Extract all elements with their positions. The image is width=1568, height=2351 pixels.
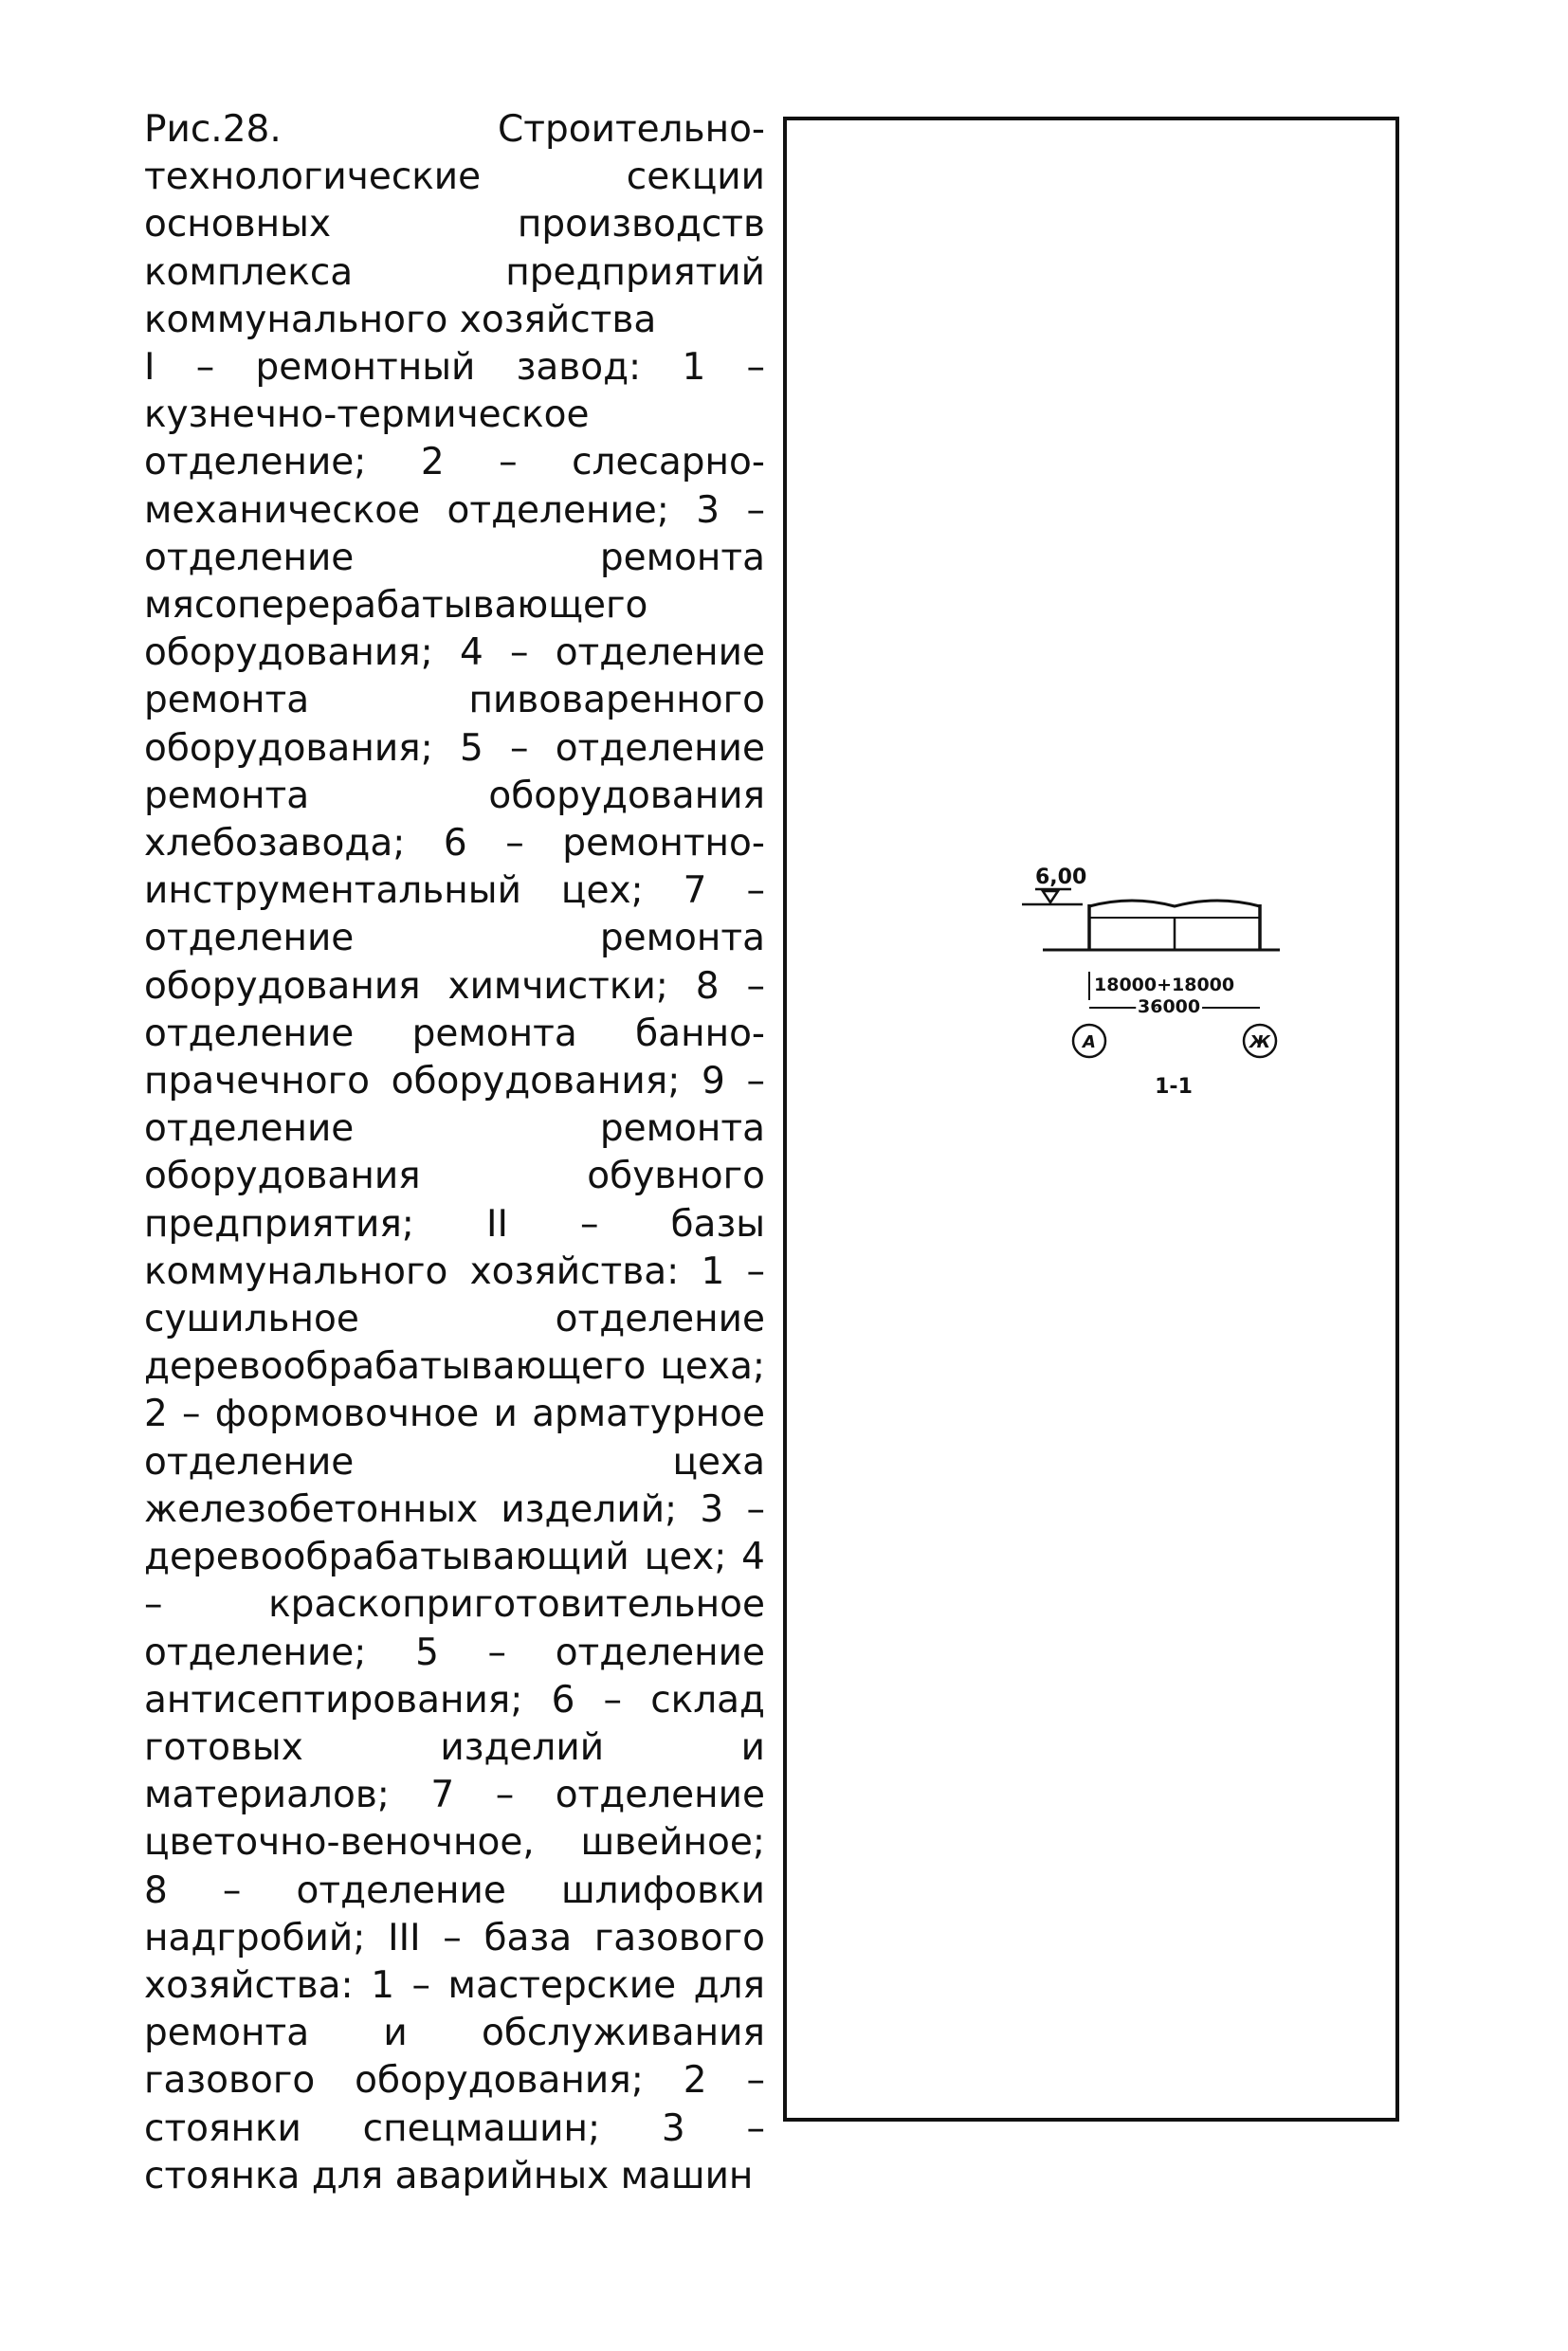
height-mark: 6,00 [1035,866,1087,889]
level-marker-icon [1043,891,1058,902]
figure-caption [144,106,765,2200]
axis-label-left: А [1083,1032,1096,1052]
roof-outline [1089,901,1260,906]
span-dimensions: 18000+18000 [1094,975,1235,995]
total-dimension: 36000 [1138,996,1201,1017]
caption-body: I – ремонтный завод: 1 – кузнечно-термическое отделение; 2 – слесарно-механическое отделение; 3 – отделение ремонта мясоперерабатывающего оборудования; 4 – отделение ремонта пивоваренного оборудования; 5 – отделение ремонта оборудования хлебозавода; 6 – ремонтно-инструментальный цех; 7 – отделение ремонта оборудования химчистки; 8 – отделение ремонта банно-прачечного оборудования; 9 – отделение ремонта оборудования обувного предприятия; II – базы коммунального хозяйства: 1 – сушильное отделение деревообрабатывающего цеха; 2 – формовочное и арматурное отделение цеха железобетонных изделий; 3 – деревообрабатывающий цех; 4 – краскоприготовительное отделение; 5 – отделение антисептирования; 6 – склад готовых изделий и материалов; 7 – отделение цветочно-веночное, швейное; 8 – отделение шлифовки надгробий; III – база газового хозяйства: 1 – мастерские для ремонта и обслуживания газового оборудования; 2 – стоянки спецмашин; 3 – стоянка для аварийных машин [144,346,765,2197]
section-drawing [1014,853,1280,1100]
figure-frame [783,117,1399,2122]
caption-title: Рис.28. Строительно-технологические секции основных производств комплекса предприятий коммунального хозяйства [144,108,765,341]
section-label: 1-1 [1155,1075,1193,1099]
axis-label-right: Ж [1249,1032,1271,1052]
